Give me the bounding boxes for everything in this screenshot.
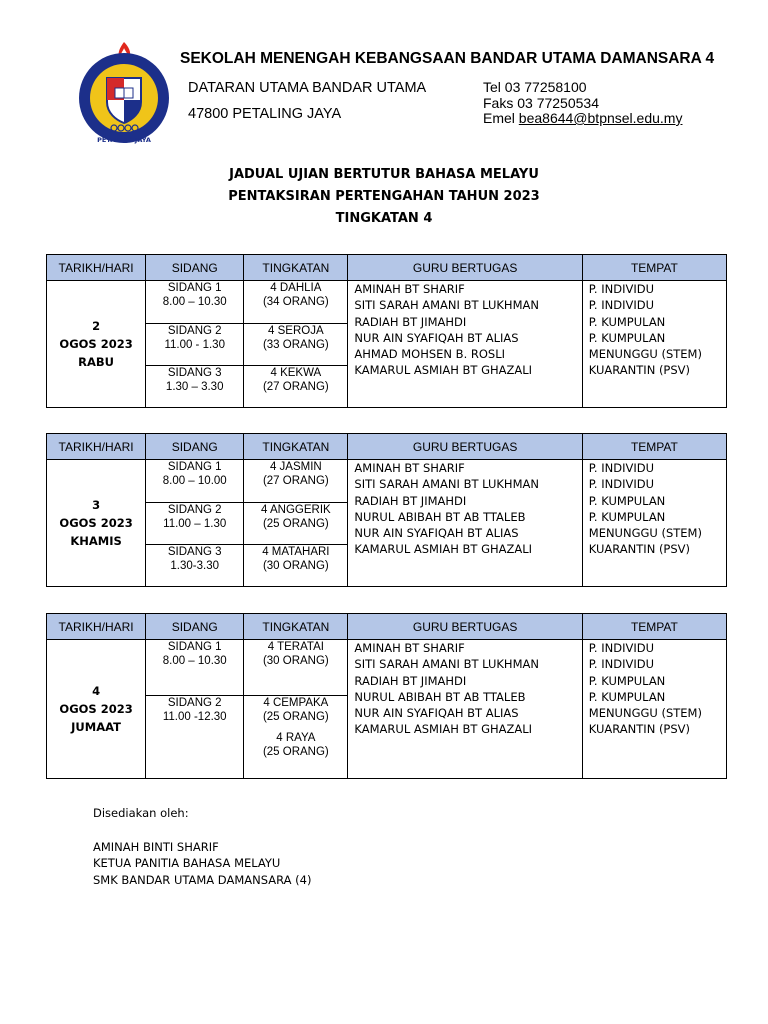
class-name: 4 KEKWA [270, 367, 322, 379]
session-time: 11.00 – 1.30 [163, 517, 227, 530]
preparer-name: AMINAH BINTI SHARIF [93, 839, 219, 854]
teacher-name: RADIAH BT JIMAHDI [354, 673, 467, 688]
session-slot [146, 544, 243, 586]
session-name: SIDANG 1 [167, 461, 222, 473]
session-cell [146, 460, 244, 587]
teacher-name: AMINAH BT SHARIF [354, 282, 465, 296]
school-name: SEKOLAH MENENGAH KEBANGSAAN BANDAR UTAMA DAMANSARA 4 [180, 50, 715, 67]
place-name: P. KUMPULAN [588, 330, 666, 345]
place-name: P. KUMPULAN [588, 673, 666, 688]
logo-caption: PETALING JAYA [97, 136, 151, 144]
class-name: 4 MATAHARI [262, 546, 330, 558]
date-day: JUMAAT [71, 720, 121, 734]
session-time: 8.00 – 10.00 [162, 474, 227, 487]
header-class: TINGKATAN [244, 614, 348, 640]
teacher-name: SITI SARAH AMANI BT LUKHMAN [354, 477, 539, 492]
class-cell [244, 281, 348, 408]
teacher-name: AMINAH BT SHARIF [354, 461, 465, 475]
place-name: P. INDIVIDU [588, 657, 654, 672]
prepared-by-block [93, 805, 311, 888]
session-cell [146, 640, 244, 779]
date-month: OGOS 2023 [59, 516, 133, 530]
student-count: (30 ORANG) [262, 559, 329, 572]
session-name: SIDANG 1 [167, 641, 222, 653]
place-name: MENUNGGU (STEM) [588, 347, 702, 362]
header-teachers: GURU BERTUGAS [348, 434, 582, 460]
header-teachers: GURU BERTUGAS [348, 255, 582, 281]
table-row [47, 640, 727, 779]
places-cell [582, 640, 726, 779]
class-name: 4 RAYA [276, 732, 316, 744]
teacher-name: KAMARUL ASMIAH BT GHAZALI [354, 542, 533, 557]
teacher-name: SITI SARAH AMANI BT LUKHMAN [354, 298, 539, 313]
teacher-name: NUR AIN SYAFIQAH BT ALIAS [354, 526, 519, 541]
teacher-name: RADIAH BT JIMAHDI [354, 314, 467, 329]
student-count: (30 ORANG) [262, 654, 329, 667]
session-name: SIDANG 3 [167, 367, 222, 379]
school-crest-logo [74, 38, 174, 146]
place-name: MENUNGGU (STEM) [588, 706, 702, 721]
class-slot [244, 281, 347, 323]
session-time: 1.30-3.30 [170, 559, 220, 572]
class-name: 4 DAHLIA [270, 282, 322, 294]
table-row [47, 460, 727, 587]
place-name: KUARANTIN (PSV) [588, 722, 691, 737]
date-number: 3 [92, 498, 101, 512]
session-slot [146, 695, 243, 778]
teacher-name: SITI SARAH AMANI BT LUKHMAN [354, 657, 539, 672]
header-date: TARIKH/HARI [47, 255, 146, 281]
date-month: OGOS 2023 [59, 337, 133, 351]
place-name: P. INDIVIDU [588, 477, 654, 492]
class-slot [244, 640, 347, 695]
session-cell [146, 281, 244, 408]
email-line [483, 111, 682, 127]
preparer-school: SMK BANDAR UTAMA DAMANSARA (4) [93, 872, 312, 887]
session-name: SIDANG 2 [167, 504, 222, 516]
teachers-cell [348, 281, 582, 408]
header-session: SIDANG [146, 614, 244, 640]
header-place: TEMPAT [582, 255, 726, 281]
date-number: 2 [92, 319, 101, 333]
schedule-table-day-2 [46, 433, 727, 587]
place-name: P. KUMPULAN [588, 314, 666, 329]
class-slot [244, 695, 347, 778]
table-header-row [47, 614, 727, 640]
class-name: 4 ANGGERIK [261, 504, 331, 516]
places-cell [582, 460, 726, 587]
date-day: KHAMIS [70, 534, 122, 548]
student-count: (25 ORANG) [262, 745, 329, 758]
teacher-name: NURUL ABIBAH BT AB TTALEB [354, 689, 526, 704]
session-slot [146, 460, 243, 502]
class-name: 4 SEROJA [268, 325, 324, 337]
place-name: KUARANTIN (PSV) [588, 363, 691, 378]
class-name: 4 JASMIN [269, 461, 322, 473]
session-name: SIDANG 2 [167, 697, 222, 709]
place-name: P. INDIVIDU [588, 641, 654, 655]
student-count: (27 ORANG) [262, 474, 329, 487]
teachers-cell [348, 640, 582, 779]
session-slot [146, 502, 243, 544]
header-place: TEMPAT [582, 614, 726, 640]
header-class: TINGKATAN [244, 255, 348, 281]
student-count: (33 ORANG) [262, 338, 329, 351]
student-count: (25 ORANG) [262, 710, 329, 723]
contact-block [483, 80, 682, 127]
teacher-name: AMINAH BT SHARIF [354, 641, 465, 655]
tel-number: Tel 03 77258100 [483, 79, 587, 95]
schedule-table-day-3 [46, 613, 727, 779]
student-count: (25 ORANG) [262, 517, 329, 530]
session-name: SIDANG 2 [167, 325, 222, 337]
place-name: P. INDIVIDU [588, 461, 654, 475]
place-name: KUARANTIN (PSV) [588, 542, 691, 557]
session-time: 1.30 – 3.30 [165, 380, 224, 393]
fax-number: Faks 03 77250534 [483, 94, 599, 111]
place-name: P. INDIVIDU [588, 298, 654, 313]
header-place: TEMPAT [582, 434, 726, 460]
place-name: P. KUMPULAN [588, 493, 666, 508]
table-row [47, 281, 727, 408]
document-titles [0, 164, 768, 230]
class-name: 4 CEMPAKA [263, 697, 329, 709]
student-count: (34 ORANG) [262, 295, 329, 308]
teacher-name: AHMAD MOHSEN B. ROSLI [354, 347, 506, 362]
header-date: TARIKH/HARI [47, 614, 146, 640]
session-slot [146, 281, 243, 323]
class-slot [244, 365, 347, 407]
teacher-name: KAMARUL ASMIAH BT GHAZALI [354, 722, 533, 737]
teacher-name: RADIAH BT JIMAHDI [354, 493, 467, 508]
prepared-by-label: Disediakan oleh: [93, 806, 189, 820]
session-slot [146, 323, 243, 365]
date-month: OGOS 2023 [59, 702, 133, 716]
class-slot [244, 460, 347, 502]
address-line-2: 47800 PETALING JAYA [188, 106, 342, 122]
session-time: 8.00 – 10.30 [162, 654, 227, 667]
places-cell [582, 281, 726, 408]
place-name: P. INDIVIDU [588, 282, 654, 296]
class-slot [244, 502, 347, 544]
place-name: P. KUMPULAN [588, 689, 666, 704]
table-header-row [47, 434, 727, 460]
session-slot [146, 365, 243, 407]
address-line-1: DATARAN UTAMA BANDAR UTAMA [188, 80, 427, 96]
title-line-2: PENTAKSIRAN PERTENGAHAN TAHUN 2023 [228, 189, 540, 204]
header-teachers: GURU BERTUGAS [348, 614, 582, 640]
class-slot [244, 544, 347, 586]
session-time: 8.00 – 10.30 [162, 295, 227, 308]
table-header-row [47, 255, 727, 281]
session-time: 11.00 -12.30 [162, 710, 227, 723]
place-name: P. KUMPULAN [588, 509, 666, 524]
email-label: Emel [483, 110, 519, 126]
class-name: 4 TERATAI [267, 641, 324, 653]
session-slot [146, 640, 243, 695]
session-time: 11.00 - 1.30 [164, 338, 225, 351]
teacher-name: KAMARUL ASMIAH BT GHAZALI [354, 363, 533, 378]
teacher-name: NUR AIN SYAFIQAH BT ALIAS [354, 706, 519, 721]
date-day: RABU [78, 355, 114, 369]
session-name: SIDANG 3 [167, 546, 222, 558]
date-cell [47, 460, 146, 587]
header-session: SIDANG [146, 255, 244, 281]
header-class: TINGKATAN [244, 434, 348, 460]
header-session: SIDANG [146, 434, 244, 460]
title-line-3: TINGKATAN 4 [335, 211, 433, 226]
class-cell [244, 640, 348, 779]
title-line-1: JADUAL UJIAN BERTUTUR BAHASA MELAYU [229, 167, 539, 182]
schedule-table-day-1 [46, 254, 727, 408]
teacher-name: NUR AIN SYAFIQAH BT ALIAS [354, 330, 519, 345]
student-count: (27 ORANG) [262, 380, 329, 393]
class-slot [244, 323, 347, 365]
place-name: MENUNGGU (STEM) [588, 526, 702, 541]
date-cell [47, 281, 146, 408]
class-cell [244, 460, 348, 587]
teacher-name: NURUL ABIBAH BT AB TTALEB [354, 509, 526, 524]
email-link[interactable]: bea8644@btpnsel.edu.my [518, 110, 683, 126]
header-date: TARIKH/HARI [47, 434, 146, 460]
date-cell [47, 640, 146, 779]
preparer-position: KETUA PANITIA BAHASA MELAYU [93, 856, 281, 870]
session-name: SIDANG 1 [167, 282, 222, 294]
teachers-cell [348, 460, 582, 587]
date-number: 4 [92, 684, 101, 698]
